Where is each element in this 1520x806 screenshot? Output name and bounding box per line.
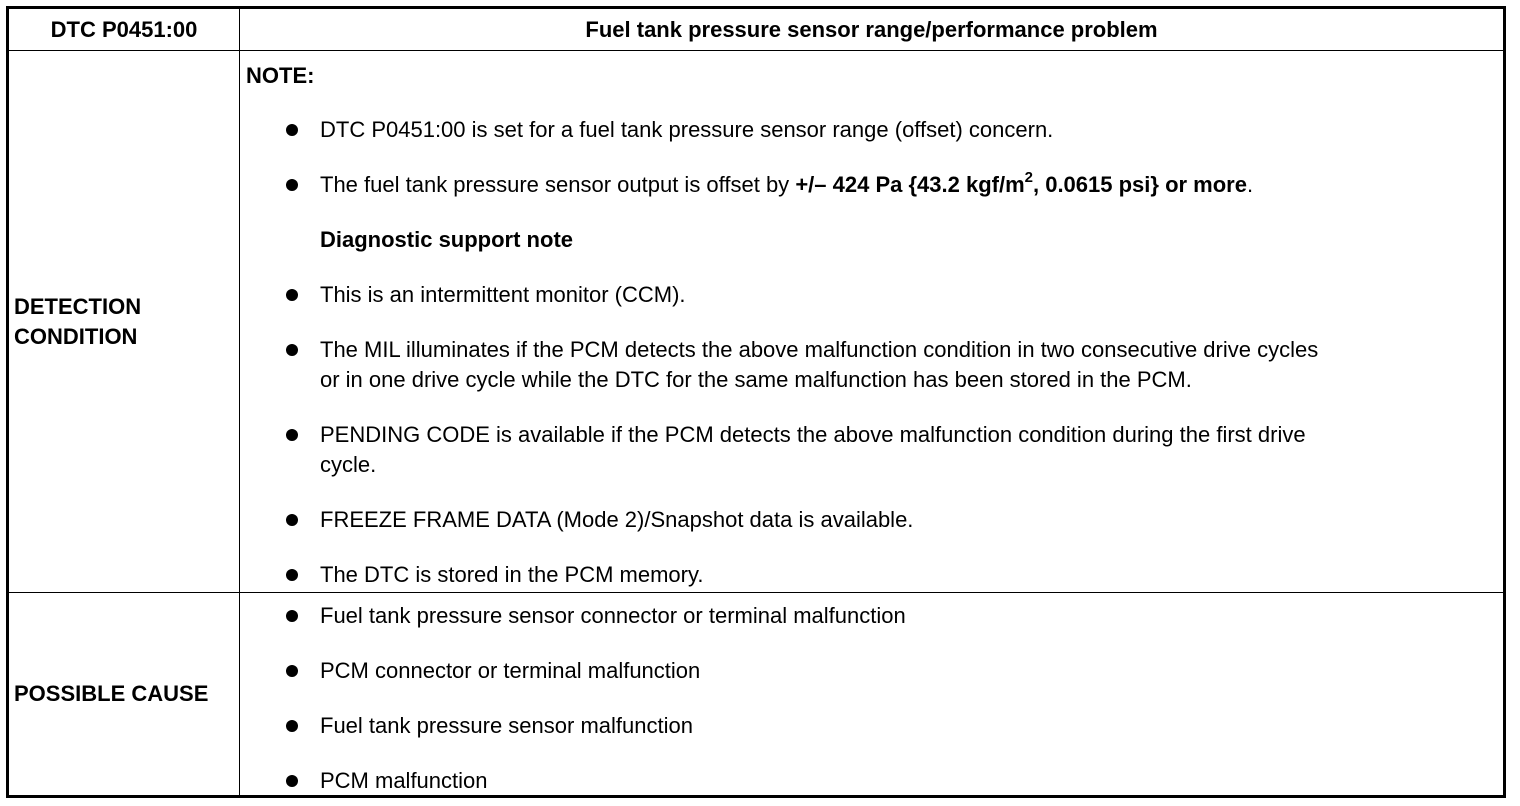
note-title: NOTE: (246, 63, 315, 88)
diagnostic-support-note: Diagnostic support note (320, 227, 573, 252)
bullet-icon (286, 514, 298, 526)
bullet-icon (286, 124, 298, 136)
item4-line2: or in one drive cycle while the DTC for the same malfunction has been stored in the PCM. (320, 367, 1192, 392)
item2-prefix: The fuel tank pressure sensor output is offset by (320, 172, 796, 197)
detection-label-line2: CONDITION (14, 323, 138, 349)
bullet-icon (286, 344, 298, 356)
bullet-icon (286, 665, 298, 677)
detection-item-7: The DTC is stored in the PCM memory. (320, 562, 704, 587)
dtc-code-cell: DTC P0451:00 (9, 9, 240, 50)
detection-item-4 (320, 335, 1470, 395)
possible-cause-body (240, 593, 1503, 795)
dtc-title-cell: Fuel tank pressure sensor range/performance problem (585, 16, 1158, 42)
bullet-icon (286, 720, 298, 732)
item2-suffix: . (1246, 172, 1254, 197)
detection-condition-body (240, 51, 1503, 592)
detection-item-6: FREEZE FRAME DATA (Mode 2)/Snapshot data is available. (320, 507, 914, 532)
detection-item-1: DTC P0451:00 is set for a fuel tank pressure sensor range (offset) concern. (320, 117, 1054, 142)
bullet-icon (286, 775, 298, 787)
dtc-table (6, 6, 1506, 798)
bullet-icon (286, 289, 298, 301)
item5-line1: PENDING CODE is available if the PCM detects the above malfunction condition during the first drive (320, 422, 1306, 447)
detection-condition-label (9, 51, 240, 592)
bullet-icon (286, 610, 298, 622)
item4-line1: The MIL illuminates if the PCM detects the above malfunction condition in two consecutive drive cycles (320, 337, 1319, 362)
item2-value-end: , 0.0615 psi} or more (1032, 172, 1247, 197)
item2-value: +/– 424 Pa {43.2 kgf/m (795, 172, 1025, 197)
item5-line2: cycle. (320, 452, 377, 477)
bullet-icon (286, 179, 298, 191)
possible-cause-label: POSSIBLE CAUSE (9, 593, 240, 795)
cause-item-1: Fuel tank pressure sensor connector or terminal malfunction (320, 603, 906, 628)
item2-superscript: 2 (1024, 169, 1033, 186)
detection-condition-row (9, 51, 1503, 593)
cause-item-4: PCM malfunction (320, 768, 488, 793)
detection-label-line1: DETECTION (14, 293, 142, 319)
detection-item-2 (320, 170, 1470, 200)
cause-item-3: Fuel tank pressure sensor malfunction (320, 713, 693, 738)
bullet-icon (286, 569, 298, 581)
cause-item-2: PCM connector or terminal malfunction (320, 658, 701, 683)
bullet-icon (286, 429, 298, 441)
detection-item-3: This is an intermittent monitor (CCM). (320, 282, 686, 307)
detection-item-5 (320, 420, 1470, 480)
possible-cause-row (9, 593, 1503, 795)
table-header-row (9, 9, 1503, 51)
